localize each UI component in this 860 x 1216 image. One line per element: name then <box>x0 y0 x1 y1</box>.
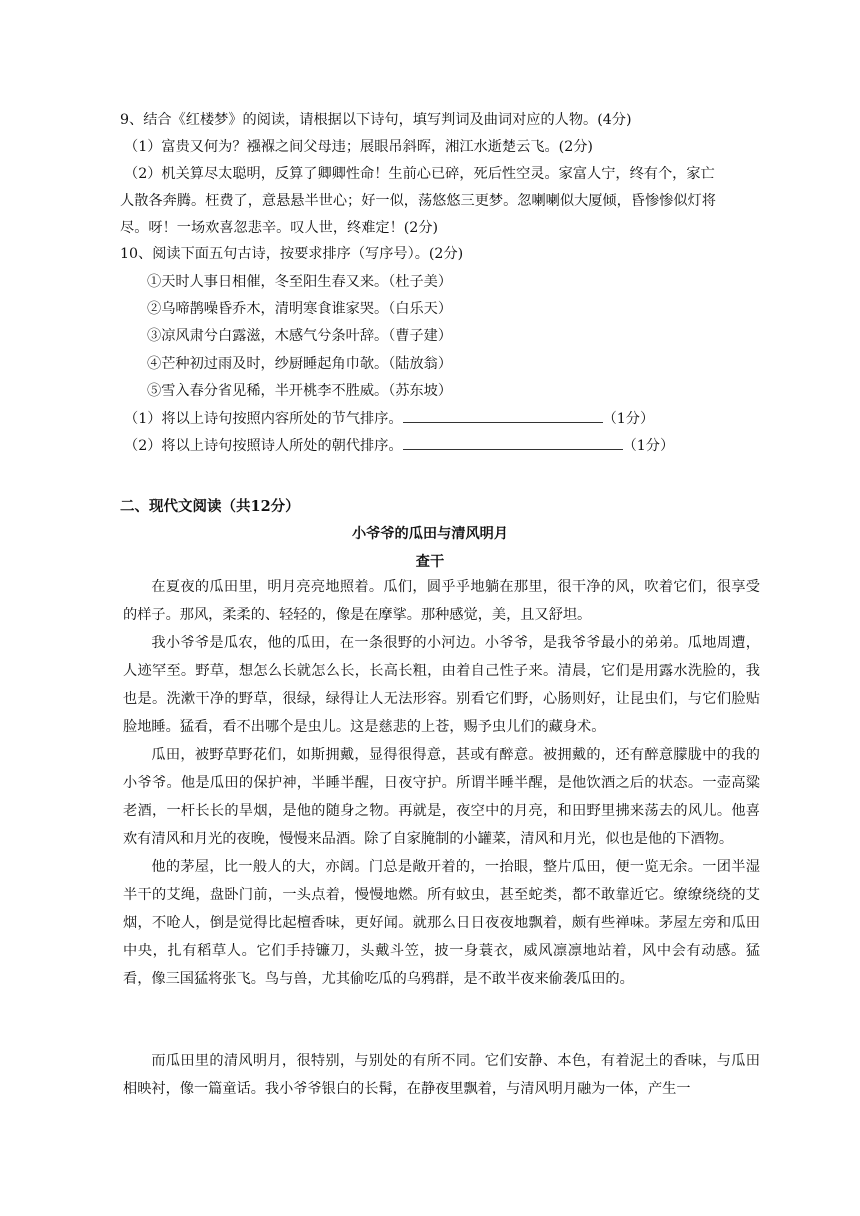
question-10-sub-2 <box>124 433 764 460</box>
sub-2-score: （1分） <box>622 438 675 454</box>
poem-line: ⑤雪入春分省见稀，半开桃李不胜威。（苏东坡） <box>147 383 453 399</box>
sub-1-prompt: （1）将以上诗句按照内容所处的节气排序。 <box>124 411 403 427</box>
poem-line: ③凉风肃兮白露滋，木感气兮条叶辞。（曹子建） <box>147 328 453 344</box>
article-paragraph-3: 瓜田，被野草野花们，如斯拥戴，显得很得意，甚或有醉意。被拥戴的，还有醉意朦胧中的我的小爷爷。他是瓜田的保护神，半睡半醒，日夜守护。所谓半睡半醒，是他饮酒之后的状态。一壶高粱老酒，一杆长长的旱烟，是他的随身之物。再就是，夜空中的月亮，和田野里拂来荡去的风儿。他喜欢有清风和月光的夜晚，慢慢来品酒。除了自家腌制的小罐菜，清风和月光，似也是他的下酒物。 <box>123 747 760 847</box>
answer-blank-2[interactable] <box>403 435 623 450</box>
poem-line: ④芒种初过雨及时，纱厨睡起角巾欹。（陆放翁） <box>147 356 453 372</box>
question-9-item-2-line-3: 尽。呀！一场欢喜忽悲辛。叹人世，终难定！(2分) <box>120 220 439 236</box>
question-9-item-1: （1）富贵又何为？襁褓之间父母违；展眼吊斜晖，湘江水逝楚云飞。(2分) <box>124 139 593 155</box>
article-paragraph-5: 而瓜田里的清风明月，很特别，与别处的有所不同。它们安静、本色，有着泥土的香味，与瓜田相映衬，像一篇童话。我小爷爷银白的长髯，在静夜里飘着，与清风明月融为一体，产生一 <box>123 1053 760 1097</box>
article-paragraph-1: 在夏夜的瓜田里，明月亮亮地照着。瓜们，圆乎乎地躺在那里，很干净的风，吹着它们，很享受的样子。那风，柔柔的、轻轻的，像是在摩挲。那种感觉，美，且又舒坦。 <box>123 579 760 623</box>
article-author: 查干 <box>415 554 445 570</box>
poem-line: ②乌啼鹊噪昏乔木，清明寒食谁家哭。（白乐天） <box>147 301 453 317</box>
question-9-stem: 9、结合《红楼梦》的阅读，请根据以下诗句，填写判词及曲词对应的人物。(4分) <box>120 112 632 128</box>
question-9-item-2-line-1: （2）机关算尽太聪明，反算了卿卿性命！生前心已碎，死后性空灵。家富人宁，终有个，家亡 <box>124 166 715 182</box>
answer-blank-1[interactable] <box>403 408 603 423</box>
question-10-sub-1 <box>124 406 764 433</box>
question-9-item-2-line-2: 人散各奔腾。枉费了，意悬悬半世心；好一似，荡悠悠三更梦。忽喇喇似大厦倾，昏惨惨似灯将 <box>120 193 716 209</box>
article-paragraph-2: 我小爷爷是瓜农，他的瓜田，在一条很野的小河边。小爷爷，是我爷爷最小的弟弟。瓜地周遭，人迹罕至。野草，想怎么长就怎么长，长高长粗，由着自己性子来。清晨，它们是用露水洗脸的，我也是。洗漱干净的野草，很绿，绿得让人无法形容。别看它们野，心肠则好，让昆虫们，与它们脸贴脸地睡。猛看，看不出哪个是虫儿。这是慈悲的上苍，赐予虫儿们的藏身术。 <box>123 635 760 735</box>
sub-2-prompt: （2）将以上诗句按照诗人所处的朝代排序。 <box>124 438 403 454</box>
article-paragraph-4: 他的茅屋，比一般人的大，亦阔。门总是敞开着的，一抬眼，整片瓜田，便一览无余。一团半湿半干的艾绳，盘卧门前，一头点着，慢慢地燃。所有蚊虫，甚至蛇类，都不敢靠近它。缭缭绕绕的艾烟，不呛人，倒是觉得比起檀香味，更好闻。就那么日日夜夜地飘着，颇有些禅味。茅屋左旁和瓜田中央，扎有稻草人。它们手持镰刀，头戴斗笠，披一身蓑衣，威风凛凛地站着，风中会有动感。猛看，像三国猛将张飞。鸟与兽，尤其偷吃瓜的乌鸦群，是不敢半夜来偷袭瓜田的。 <box>123 859 760 987</box>
sub-1-score: （1分） <box>602 411 655 427</box>
article-title: 小爷爷的瓜田与清风明月 <box>351 526 509 542</box>
question-10-stem: 10、阅读下面五句古诗，按要求排序（写序号）。(2分) <box>120 246 464 262</box>
section-2-heading: 二、现代文阅读（共12分） <box>120 498 300 515</box>
poem-line: ①天时人事日相催，冬至阳生春又来。（杜子美） <box>147 274 453 290</box>
